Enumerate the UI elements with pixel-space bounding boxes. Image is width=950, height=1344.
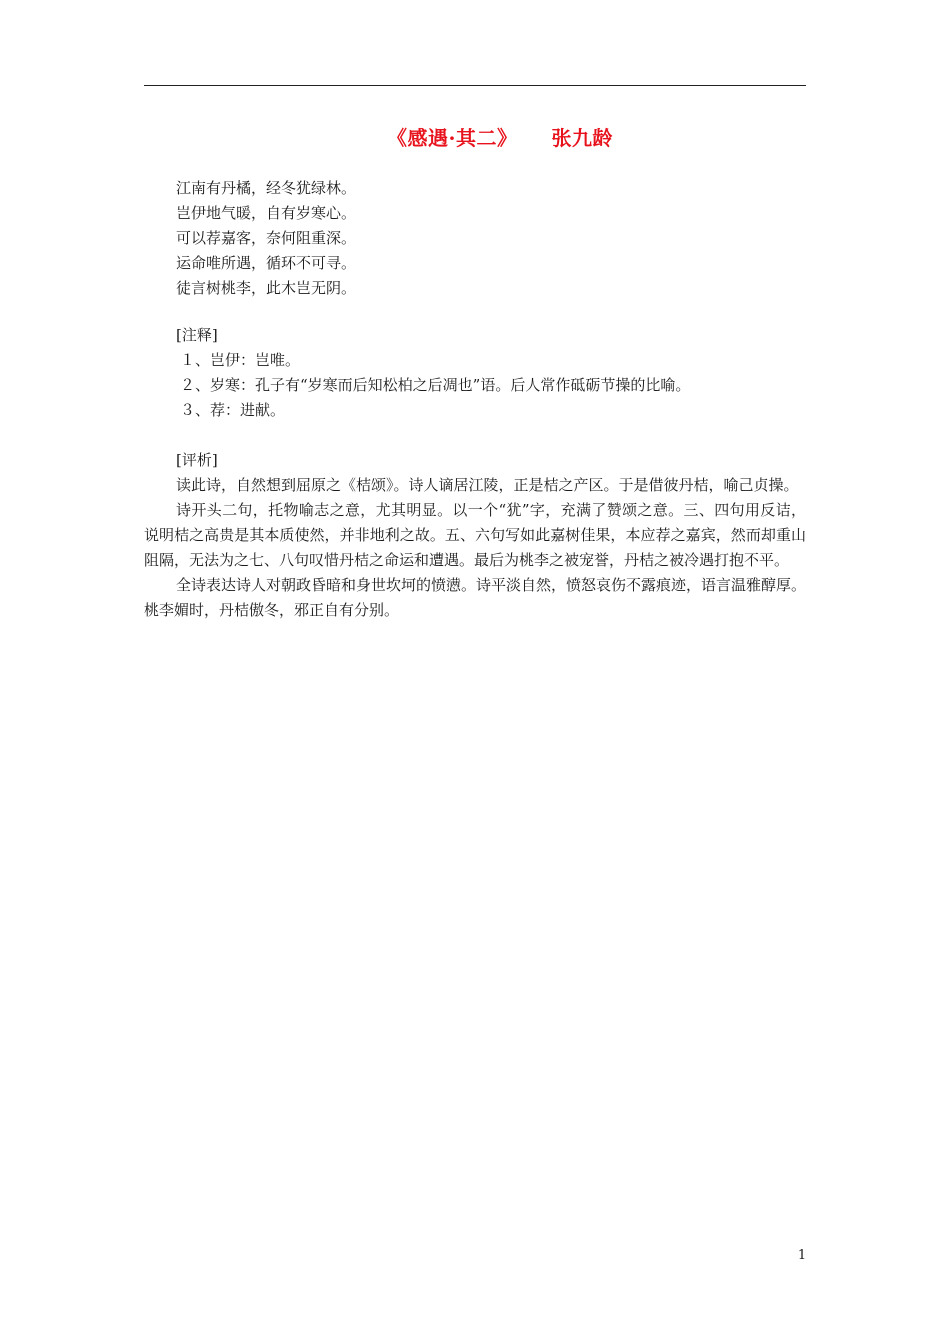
poem-line: 可以荐嘉客，奈何阻重深。: [176, 229, 357, 247]
poem-line: 江南有丹橘，经冬犹绿林。: [176, 179, 357, 197]
analysis-paragraph: 读此诗，自然想到屈原之《桔颂》。诗人谪居江陵，正是桔之产区。于是借彼丹桔，喻己贞操。: [176, 476, 799, 494]
poem-line: 运命唯所遇，循环不可寻。: [176, 254, 357, 272]
analysis-heading: [评析]: [176, 451, 218, 469]
poem-title: 《感遇·其二》: [387, 126, 518, 150]
note-item: １、岂伊：岂唯。: [180, 351, 301, 369]
notes-section: [176, 323, 690, 423]
analysis-paragraph: 全诗表达诗人对朝政昏暗和身世坎坷的愤懑。诗平淡自然，愤怒哀伤不露痕迹，语言温雅醇厚。桃李媚时，丹桔傲冬，邪正自有分别。: [144, 576, 807, 619]
note-item: ２、岁寒：孔子有“岁寒而后知松柏之后凋也”语。后人常作砥砺节操的比喻。: [180, 376, 691, 394]
page-title: [0, 122, 950, 151]
header-rule: [144, 85, 806, 86]
poem-body: [176, 176, 356, 301]
poem-line: 徒言树桃李，此木岂无阴。: [176, 279, 357, 297]
page-number: 1: [797, 1248, 807, 1263]
note-item: ３、荐：进献。: [180, 401, 286, 419]
poem-line: 岂伊地气暖，自有岁寒心。: [176, 204, 357, 222]
analysis-section: [144, 473, 806, 623]
notes-heading: [注释]: [176, 326, 218, 344]
analysis-paragraph: 诗开头二句，托物喻志之意，尤其明显。以一个“犹”字，充满了赞颂之意。三、四句用反诘，说明桔之高贵是其本质使然，并非地利之故。五、六句写如此嘉树佳果，本应荐之嘉宾，然而却重山阻隔，无法为之七、八句叹惜丹桔之命运和遭遇。最后为桃李之被宠誉，丹桔之被冷遇打抱不平。: [144, 501, 806, 569]
poem-author: 张九龄: [551, 126, 613, 150]
